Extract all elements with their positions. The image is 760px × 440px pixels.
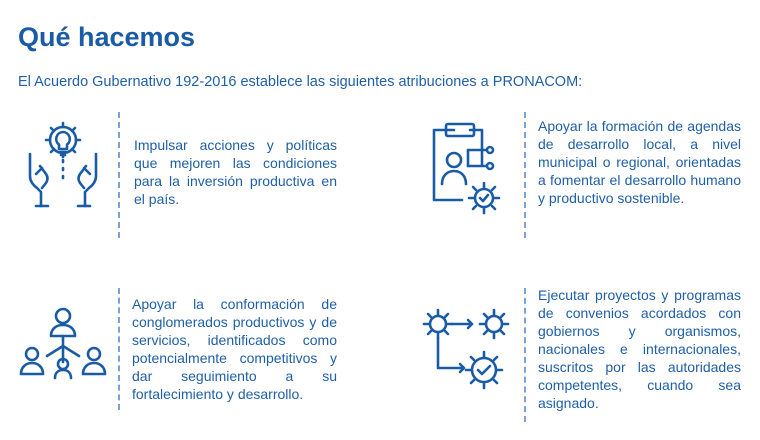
item-2-text: Apoyar la formación de agendas de desarrollo local, a nivel municipal o regional, orientadas a fomentar el desarrollo humano y productivo sostenible. (538, 118, 741, 206)
item-3-text: Apoyar la conformación de conglomerados productivos y de servicios, identificados como potencialmente competitivos y dar seguimiento a su fortalecimiento y desarrollo. (132, 296, 337, 402)
item-4-text: Ejecutar proyectos y programas de convenios acordados con gobiernos y organismos, nacionales e internacionales, suscritos por las autoridades competentes, cuando sea asignado. (538, 287, 741, 411)
gears-checkmark-icon (420, 304, 512, 392)
item-2-divider (524, 112, 526, 238)
item-1-divider (118, 112, 120, 238)
item-4-divider (524, 288, 526, 422)
page-subtitle: El Acuerdo Gubernativo 192-2016 establece las siguientes atribuciones a PRONACOM: (18, 74, 583, 90)
hands-lightbulb-gear-icon (18, 118, 108, 210)
page-title: Qué hacemos (18, 22, 196, 52)
clipboard-person-gear-icon (424, 120, 510, 220)
item-3-divider (118, 288, 120, 410)
people-network-icon (18, 306, 108, 380)
item-1-text: Impulsar acciones y políticas que mejoren las condiciones para la inversión productiva en el país. (134, 137, 337, 207)
